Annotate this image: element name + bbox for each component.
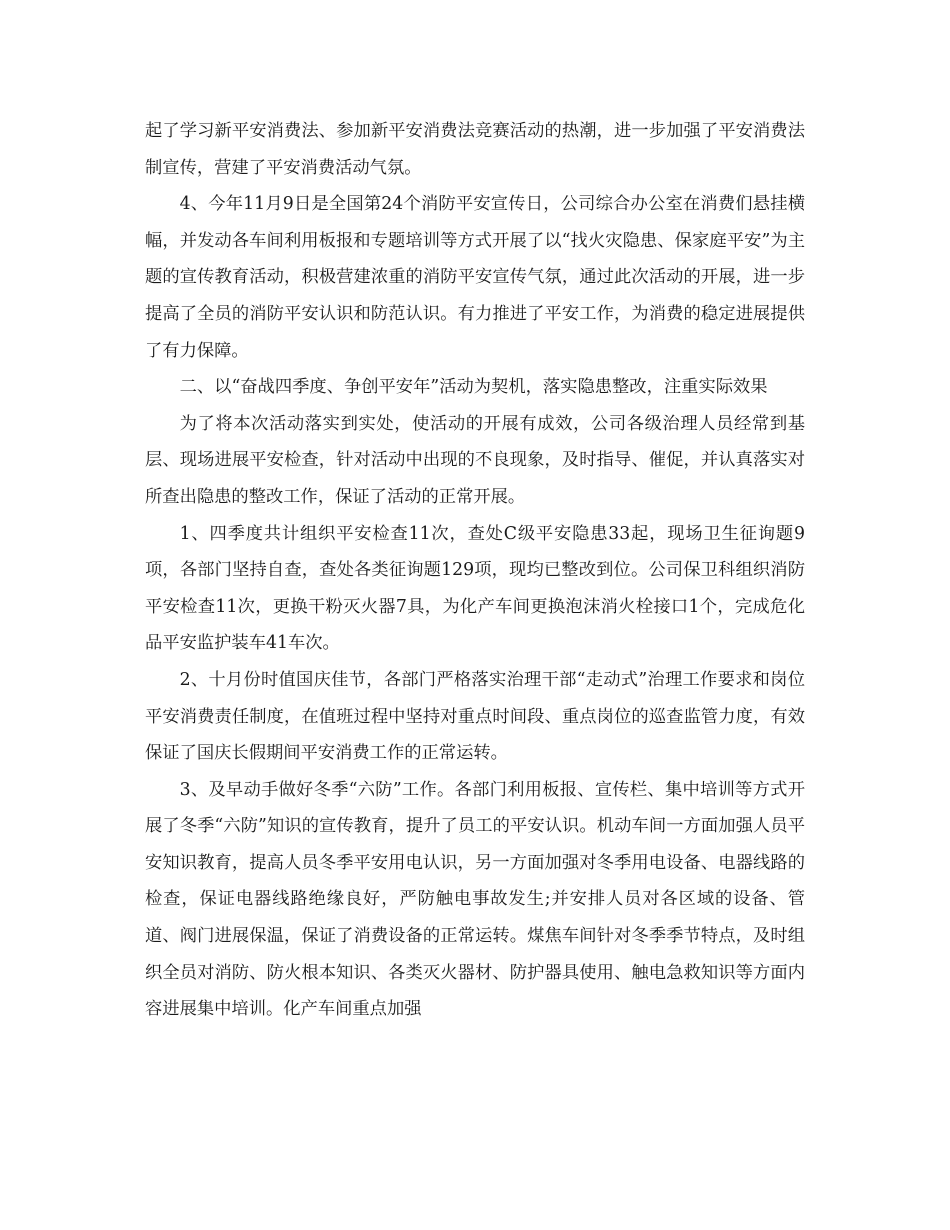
section-heading-2: 二、以“奋战四季度、争创平安年”活动为契机，落实隐患整改，注重实际效果	[179, 377, 768, 398]
paragraph-item-4: 4、今年11月9日是全国第24个消防平安宣传日，公司综合办公室在消费们悬挂横幅，并发动各车间利用板报和专题培训等方式开展了以“找火灾隐患、保家庭平安”为主题的宣传教育活动，积极营建浓重的消防平安宣传气氛，通过此次活动的开展，进一步提高了全员的消防平安认识和防范认识。有力推进了平安工作，为消费的稳定进展提供了有力保障。	[145, 194, 805, 361]
paragraph-continuation: 起了学习新平安消费法、参加新平安消费法竞赛活动的热潮，进一步加强了平安消费法制宣传，营建了平安消费活动气氛。	[145, 121, 805, 178]
paragraph-item-1: 1、四季度共计组织平安检查11次，查处C级平安隐患33起，现场卫生征询题9项，各部门坚持自查，查处各类征询题129项，现均已整改到位。公司保卫科组织消防平安检查11次，更换干粉灭火器7具，为化产车间更换泡沫消火栓接口1个，完成危化品平安监护装车41车次。	[145, 523, 805, 654]
paragraph-item-2: 2、十月份时值国庆佳节，各部门严格落实治理干部“走动式”治理工作要求和岗位平安消费责任制度，在值班过程中坚持对重点时间段、重点岗位的巡查监管力度，有效保证了国庆长假期间平安消费工作的正常运转。	[145, 669, 805, 764]
document-body	[145, 113, 805, 1028]
paragraph-item-3: 3、及早动手做好冬季“六防”工作。各部门利用板报、宣传栏、集中培训等方式开展了冬季“六防”知识的宣传教育，提升了员工的平安认识。机动车间一方面加强人员平安知识教育，提高人员冬季平安用电认识，另一方面加强对冬季用电设备、电器线路的检查，保证电器线路绝缘良好，严防触电事故发生;并安排人员对各区域的设备、管道、阀门进展保温，保证了消费设备的正常运转。煤焦车间针对冬季季节特点，及时组织全员对消防、防火根本知识、各类灭火器材、防护器具使用、触电急救知识等方面内容进展集中培训。化产车间重点加强	[145, 779, 805, 1020]
paragraph-intro: 为了将本次活动落实到实处，使活动的开展有成效，公司各级治理人员经常到基层、现场进展平安检查，针对活动中出现的不良现象，及时指导、催促，并认真落实对所查出隐患的整改工作，保证了活动的正常开展。	[145, 413, 805, 507]
